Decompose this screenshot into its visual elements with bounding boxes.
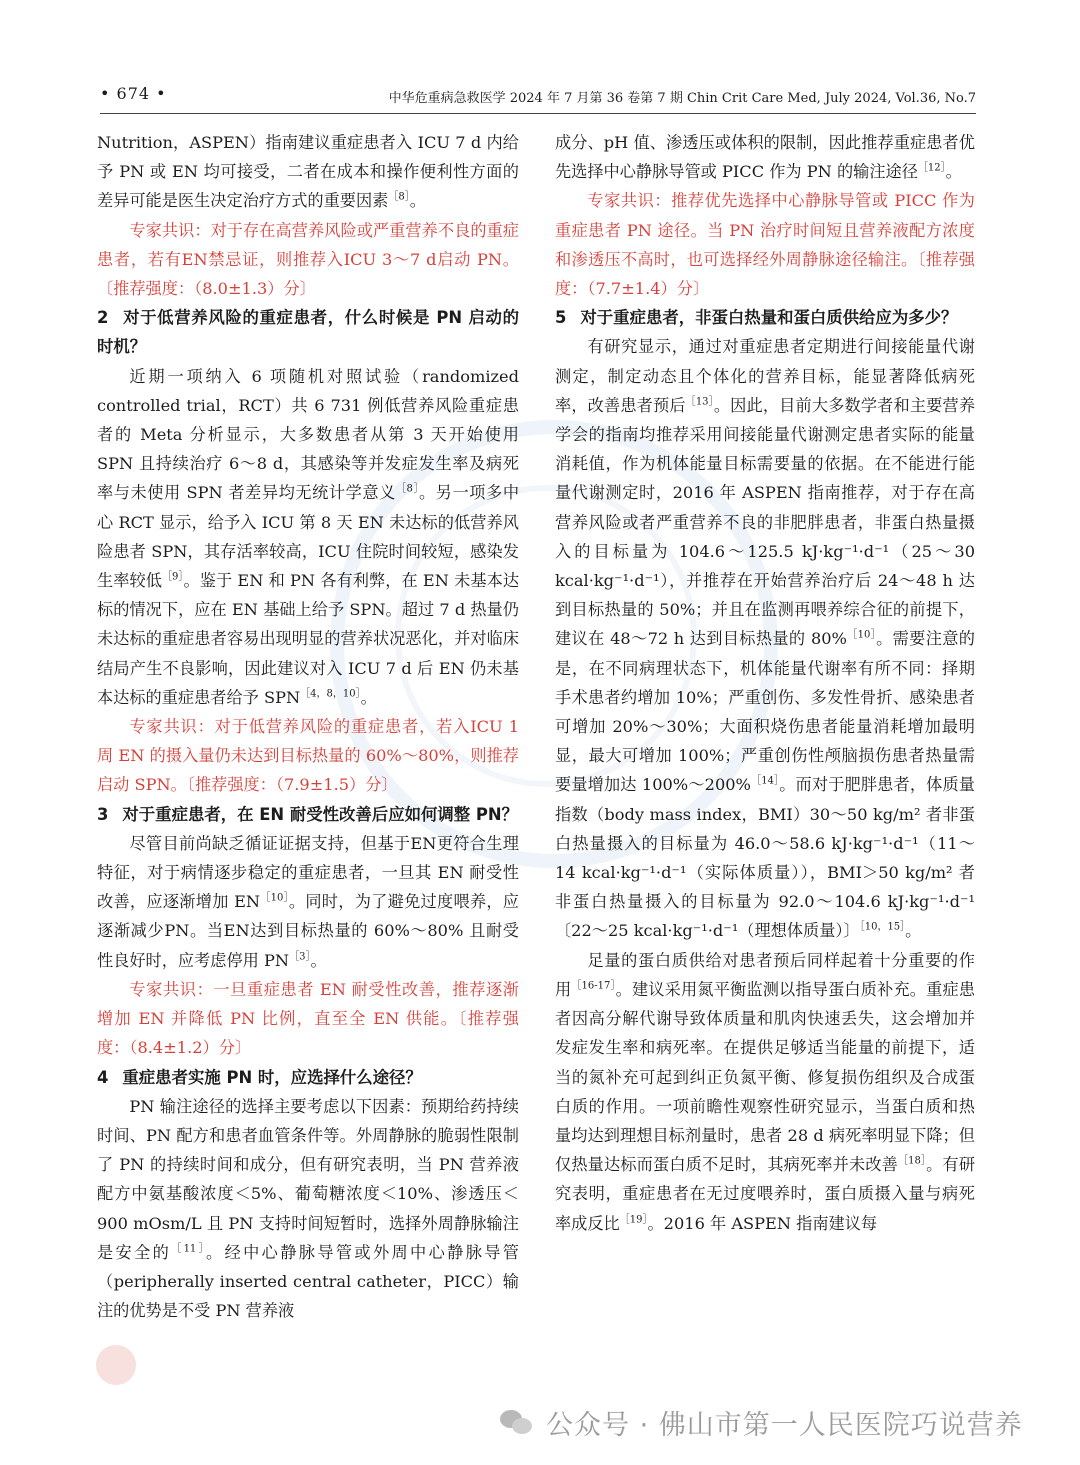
left-column bbox=[97, 128, 519, 1325]
wechat-account-name: 公众号 · 佛山市第一人民医院巧说营养 bbox=[546, 1409, 1023, 1441]
citation: ［16-17］ bbox=[571, 980, 616, 992]
paragraph: 足量的蛋白质供给对患者预后同样起着十分重要的作用$^{[16-17]}$。建议采用氮平衡监测以指导蛋白质补充。重症患者因高分解代谢导致体质量和肌肉快速丢失，这会增加并发症发生率和病死率。在提供足够适当能量的前提下，适当的氮补充可起到纠正负氮平衡、修复损伤组织及合成蛋白质的作用。一项前瞻性观察性研究显示，当蛋白质和热量均达到理想目标剂量时，患者 28 d 病死率明显下降；但仅热量达标而蛋白质不足时，其病死率并未改善$^{[18]}$。有研究表明，重症患者在无过度喂养时，蛋白质摄入量与病死率成反比$^{[19]}$。2016 年 ASPEN 指南建议每 bbox=[555, 950, 976, 1233]
section-heading: 5 对于重症患者，非蛋白热量和蛋白质供给应为多少？ bbox=[555, 308, 958, 328]
header-rule bbox=[100, 113, 976, 114]
citation: ［4，8，10］ bbox=[300, 688, 361, 700]
expert-consensus: 专家共识：一旦重症患者 EN 耐受性改善，推荐逐渐增加 EN 并降低 PN 比例，直至全 EN 供能。〔推荐强度：（8.4±1.2）分〕 bbox=[97, 979, 519, 1058]
section-heading: 2 对于低营养风险的重症患者，什么时候是 PN 启动的时机？ bbox=[97, 308, 519, 357]
paragraph: 尽管目前尚缺乏循证证据支持，但基于EN更符合生理特征，对于病情逐步稳定的重症患者，一旦其 EN 耐受性改善，应逐渐增加 $EN^{[10]}$。同时，为了避免过度喂养，应逐渐减少PN。当EN达到目标热量的 60%～80% 且耐受性良好时，应考虑停用 $PN^{[3]}$。 bbox=[97, 833, 519, 970]
paragraph: 成分、pH 值、渗透压或体积的限制，因此推荐重症患者优先选择中心静脉导管或 PICC 作为 PN 的输注途径$^{[12]}$。 bbox=[555, 133, 975, 182]
expert-consensus: 专家共识：对于存在高营养风险或严重营养不良的重症患者，若有EN禁忌证，则推荐入ICU 3～7 d启动 PN。〔推荐强度：（8.0±1.3）分〕 bbox=[97, 220, 519, 299]
section-heading: 3 对于重症患者，在 EN 耐受性改善后应如何调整 PN？ bbox=[97, 804, 518, 824]
citation: ［10，15］ bbox=[859, 922, 906, 934]
paragraph: PN 输注途径的选择主要考虑以下因素：预期给药持续时间、PN 配方和患者血管条件等。外周静脉的脆弱性限制了 PN 的持续时间和成分，但有研究表明，当 PN 营养液配方中氨基酸浓度＜5%、葡萄糖浓度＜10%、渗透压＜900 mOsm/L 且 PN 支持时间短暂时，选择外周静脉输注是安全的$^{[11]}$。经中心静脉导管或外周中心静脉导管（peripherally inserted central catheter，PICC）输注的优势是不受 PN 营养液 bbox=[97, 1096, 519, 1321]
citation: ［8］ bbox=[388, 192, 410, 204]
citation: ［12］ bbox=[917, 162, 946, 174]
expert-consensus: 专家共识：推荐优先选择中心静脉导管或 PICC 作为重症患者 PN 途径。当 PN 治疗时间短且营养液配方浓度和渗透压不高时，也可选择经外周静脉途径输注。〔推荐强度：（7.7±1.4）分〕 bbox=[555, 191, 975, 299]
citation: ［13］ bbox=[685, 396, 714, 408]
wechat-icon bbox=[500, 1408, 534, 1436]
citation: ［10］ bbox=[260, 892, 289, 904]
citation: ［3］ bbox=[289, 951, 311, 963]
running-header bbox=[100, 84, 976, 110]
page-number: • 674 • bbox=[100, 84, 167, 103]
journal-citation: 中华危重病急救医学 2024 年 7 月第 36 卷第 7 期 Chin Crit Care Med, July 2024, Vol.36, No.7 bbox=[388, 91, 976, 106]
right-column bbox=[555, 128, 975, 1238]
citation: ［9］ bbox=[161, 571, 184, 583]
paragraph: Nutrition，ASPEN）指南建议重症患者入 ICU 7 d 内给予 PN 或 EN 均可接受，二者在成本和操作便利性方面的差异可能是医生决定治疗方式的重要因素$^{[8]}$。 bbox=[97, 133, 519, 211]
expert-consensus: 专家共识：对于低营养风险的重症患者，若入ICU 1 周 EN 的摄入量仍未达到目标热量的 60%～80%，则推荐启动 SPN。〔推荐强度：（7.9±1.5）分〕 bbox=[97, 717, 519, 795]
paragraph: 有研究显示，通过对重症患者定期进行间接能量代谢测定，制定动态且个体化的营养目标，能显著降低病死率，改善患者预后$^{[13]}$。因此，目前大多数学者和主要营养学会的指南均推荐采用间接能量代谢测定患者实际的能量消耗值，作为机体能量目标需要量的依据。在不能进行能量代谢测定时，2016 年 ASPEN 指南推荐，对于存在高营养风险或者严重营养不良的非肥胖患者，非蛋白热量摄入的目标量为 104.6～125.5 kJ·kg⁻¹·d⁻¹（25～30 kcal·kg⁻¹·d⁻¹），并推荐在开始营养治疗后 24～48 h 达到目标热量的 50%；并且在监测再喂养综合征的前提下，建议在 48～72 h 达到目标热量的 80%$^{[10]}$。需要注意的是，在不同病理状态下，机体能量代谢率有所不同：择期手术患者约增加 10%；严重创伤、多发性骨折、感染患者可增加 20%～30%；大面积烧伤患者能量消耗增加最明显，最大可增加 100%；严重创伤性颅脑损伤患者热量需要量增加达 100%～200%$^{[14]}$。而对于肥胖患者，体质量指数（body mass index，BMI）30～50 kg/m² 者非蛋白热量摄入的目标量为 46.0～58.6 kJ·kg⁻¹·d⁻¹（11～14 kcal·kg⁻¹·d⁻¹（实际体质量）），BMI＞50 kg/m² 者非蛋白热量摄入的目标量为 92.0～104.6 kJ·kg⁻¹·d⁻¹〔22～25 kcal·kg⁻¹·d⁻¹（理想体质量）〕$^{[10,15]}$。 bbox=[555, 337, 976, 941]
wechat-watermark bbox=[500, 1400, 1060, 1444]
section-heading: 4 重症患者实施 PN 时，应选择什么途径？ bbox=[97, 1067, 422, 1087]
citation: ［14］ bbox=[750, 776, 780, 788]
citation: ［10］ bbox=[846, 630, 877, 642]
paragraph: 近期一项纳入 6 项随机对照试验（randomized controlled trial，RCT）共 6 731 例低营养风险重症患者的 Meta 分析显示，大多数患者从第 3 天开始使用 SPN 且持续治疗 6～8 d，其感染等并发症发生率及病死率与未使用 SPN 者差异均无统计学意义$^{[8]}$。另一项多中心 RCT 显示，给予入 ICU 第 8 天 EN 未达标的低营养风险患者 SPN，其存活率较高，ICU 住院时间较短，感染发生率较低$^{[9]}$。鉴于 EN 和 PN 各有利弊，在 EN 未基本达标的情况下，应在 EN 基础上给予 SPN。超过 7 d 热量仍未达标的重症患者容易出现明显的营养状况恶化，并对临床结局产生不良影响，因此建议对入 ICU 7 d 后 EN 仍未基本达标的重症患者给予 $SPN^{[4,8,10]}$。 bbox=[97, 366, 520, 707]
publisher-seal-icon bbox=[96, 1345, 136, 1385]
citation: ［8］ bbox=[395, 484, 420, 496]
citation: ［19］ bbox=[619, 1214, 648, 1226]
citation: ［11］ bbox=[171, 1243, 207, 1255]
citation: ［18］ bbox=[897, 1155, 927, 1167]
